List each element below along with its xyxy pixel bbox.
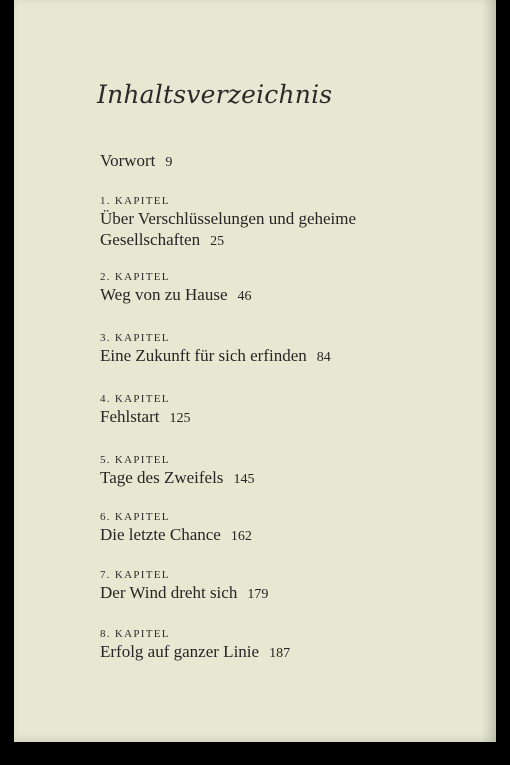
entry-title: Erfolg auf ganzer Linie (100, 642, 260, 661)
chapter-label: 3. KAPITEL (100, 332, 170, 344)
page-number: 125 (169, 411, 191, 426)
toc-entry-chapter-8 (100, 627, 290, 664)
page-number: 145 (233, 472, 255, 487)
toc-entry-chapter-4 (100, 392, 191, 429)
chapter-label: 8. KAPITEL (100, 628, 170, 640)
page-title: Inhaltsverzeichnis (97, 80, 333, 109)
page-number: 179 (247, 587, 269, 602)
entry-title: Eine Zukunft für sich erfinden (100, 346, 307, 365)
toc-entry-chapter-5 (100, 453, 254, 490)
page-number: 25 (210, 234, 225, 249)
entry-title: Weg von zu Hause (100, 285, 228, 304)
toc-entry-vorwort (100, 150, 172, 171)
chapter-label: 5. KAPITEL (100, 454, 170, 466)
entry-title: Über Verschlüsselungen und geheime (100, 209, 357, 228)
page-number: 84 (316, 350, 331, 365)
page-number: 162 (230, 529, 252, 544)
entry-title: Fehlstart (100, 407, 160, 426)
entry-title: Die letzte Chance (100, 525, 221, 544)
chapter-label: 4. KAPITEL (100, 393, 170, 405)
toc-entry-chapter-6 (100, 510, 252, 547)
entry-title: Vorwort (100, 151, 156, 170)
chapter-label: 2. KAPITEL (100, 271, 170, 283)
page-number: 187 (269, 646, 291, 661)
chapter-label: 6. KAPITEL (100, 511, 170, 523)
toc-entry-chapter-1 (100, 194, 356, 252)
entry-title: Der Wind dreht sich (100, 583, 238, 602)
chapter-label: 1. KAPITEL (100, 195, 170, 207)
toc-entry-chapter-3 (100, 331, 331, 368)
page-number: 9 (165, 155, 173, 170)
entry-title-continued: Gesellschaften (100, 230, 201, 249)
chapter-label: 7. KAPITEL (100, 569, 170, 581)
book-page (14, 0, 496, 742)
toc-entry-chapter-7 (100, 568, 268, 605)
page-number: 46 (237, 289, 252, 304)
entry-title: Tage des Zweifels (100, 468, 224, 487)
toc-entry-chapter-2 (100, 270, 252, 307)
